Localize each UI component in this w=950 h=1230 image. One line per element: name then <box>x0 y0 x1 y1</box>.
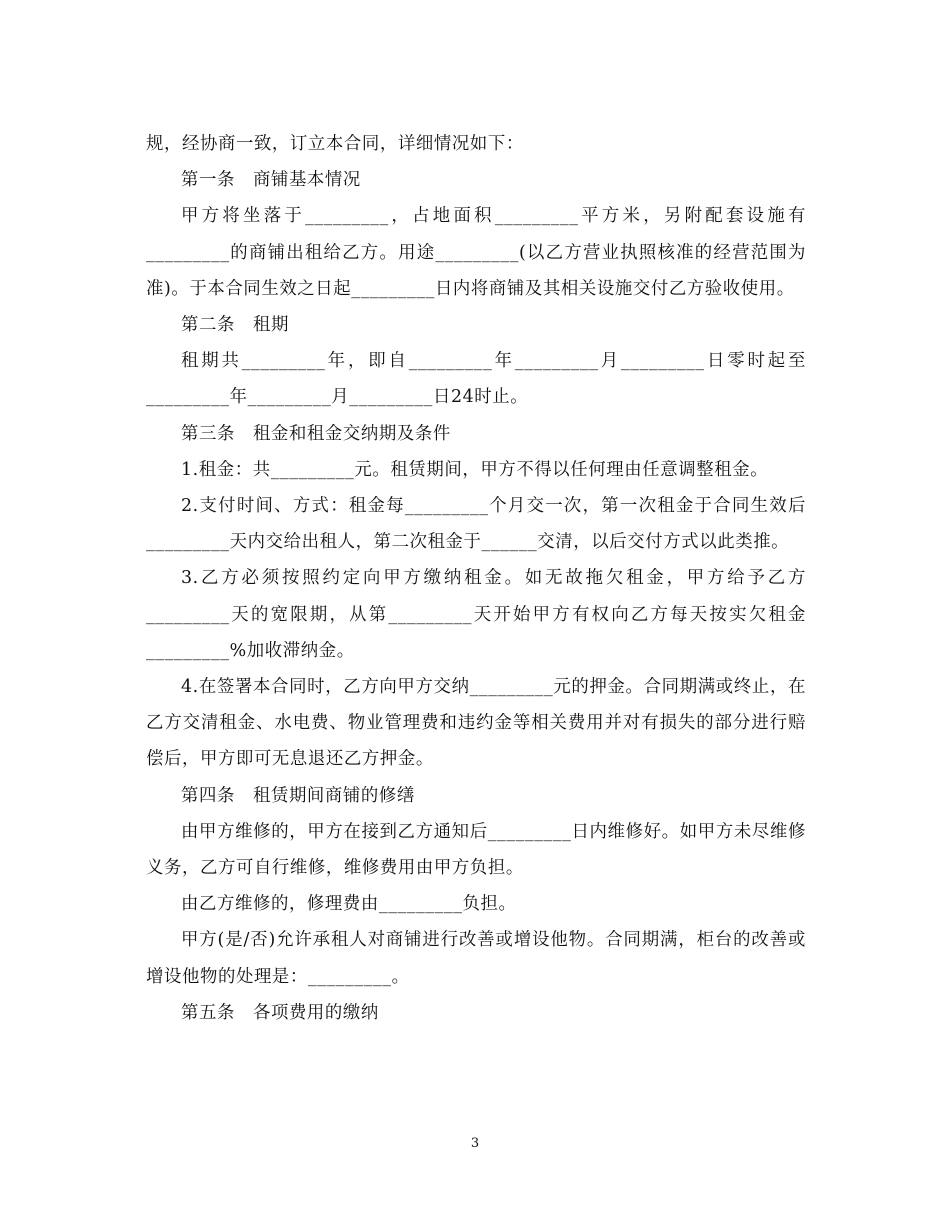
article-4-heading: 第四条 租赁期间商铺的修缮 <box>181 785 415 806</box>
article-3-item-2: 2.支付时间、方式：租金每_________个月交一次，第一次租金于合同生效后_________天内交给出租人，第二次租金于______交清，以后交付方式以此类推。 <box>146 496 806 553</box>
article-3-heading: 第三条 租金和租金交纳期及条件 <box>181 423 451 444</box>
article-3-item-4: 4.在签署本合同时，乙方向甲方交纳_________元的押金。合同期满或终止，在乙方交清租金、水电费、物业管理费和违约金等相关费用并对有损失的部分进行赔偿后，甲方即可无息退还乙方押金。 <box>146 677 806 770</box>
article-4-paragraph-1: 由甲方维修的，甲方在接到乙方通知后_________日内维修好。如甲方未尽维修义务，乙方可自行维修，维修费用由甲方负担。 <box>146 821 806 879</box>
article-1-heading: 第一条 商铺基本情况 <box>181 170 361 191</box>
article-5-heading: 第五条 各项费用的缴纳 <box>181 1002 379 1023</box>
contract-body <box>146 126 806 1031</box>
article-2-paragraph: 租期共_________年，即自_________年_________月_________日零时起至_________年_________月_________日24时止。 <box>146 351 806 408</box>
article-3-item-3: 3.乙方必须按照约定向甲方缴纳租金。如无故拖欠租金，甲方给予乙方_________天的宽限期，从第_________天开始甲方有权向乙方每天按实欠租金_________%加收滞纳金。 <box>146 568 806 661</box>
article-3-item-1: 1.租金：共_________元。租赁期间，甲方不得以任何理由任意调整租金。 <box>181 459 769 480</box>
article-1-paragraph: 甲方将坐落于_________，占地面积_________平方米，另附配套设施有_________的商铺出租给乙方。用途_________(以乙方营业执照核准的经营范围为准)。于本合同生效之日起_________日内将商铺及其相关设施交付乙方验收使用。 <box>146 206 806 299</box>
article-4-paragraph-3: 甲方(是/否)允许承租人对商铺进行改善或增设他物。合同期满，柜台的改善或增设他物的处理是：_________。 <box>146 930 806 987</box>
article-2-heading: 第二条 租期 <box>181 315 289 336</box>
intro-paragraph: 规，经协商一致，订立本合同，详细情况如下： <box>146 134 524 154</box>
page-number: 3 <box>470 1136 480 1151</box>
article-4-paragraph-2: 由乙方维修的，修理费由_________负担。 <box>181 894 517 915</box>
